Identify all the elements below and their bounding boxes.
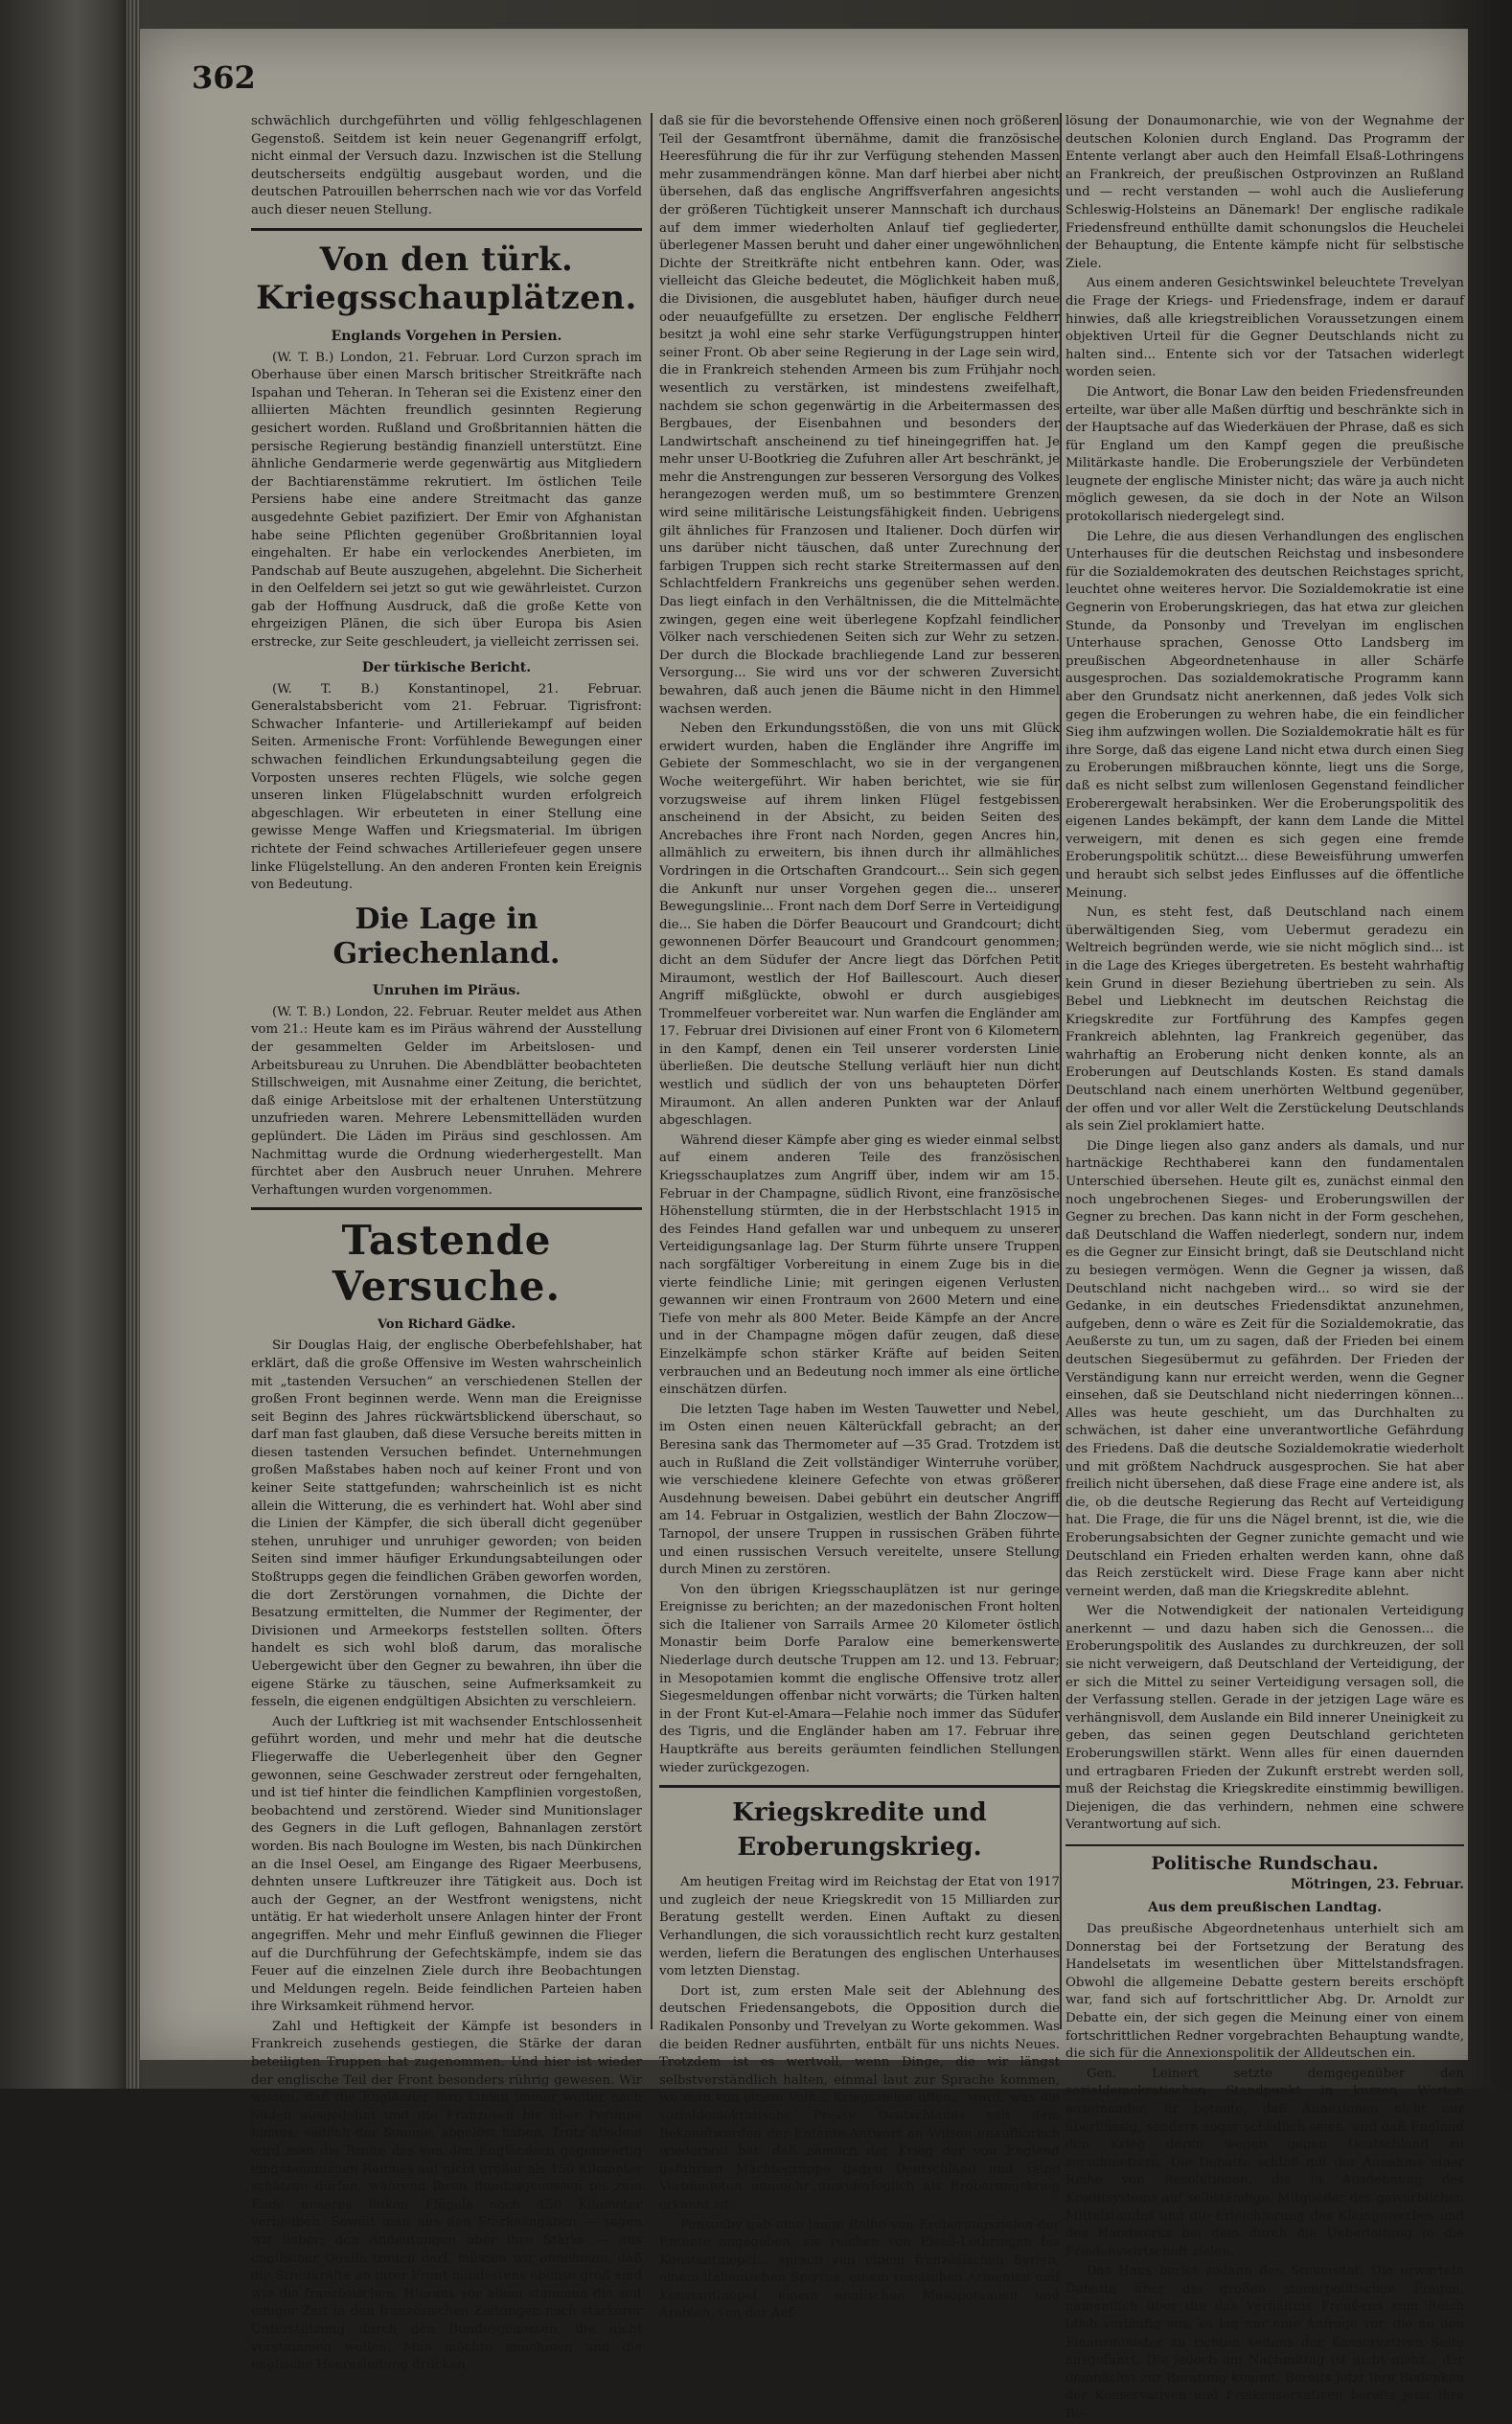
- column-rule: [1060, 113, 1062, 2029]
- column-rule: [651, 113, 653, 2029]
- paragraph: Am heutigen Freitag wird im Reichstag der Etat von 1917 und zugleich der neue Kriegskredit von 15 Milliarden zur Beratung gestellt werden. Einen Auftakt zu diesen Verhandlungen, die sich voraussichtlich recht kurz gestalten werden, liefern die Beratungen des englischen Unterhauses vom letzten Dienstag.: [659, 1875, 1060, 1979]
- paragraph: Die Antwort, die Bonar Law den beiden Friedensfreunden erteilte, war über alle Maßen dürftig und beschränkte sich in der Hauptsache auf das Wiederkäuen der Phrase, daß es sich für England um den Kampf gegen die preußische Militärkaste handle. Die Eroberungsziele der Verbündeten leugnete der englische Minister nicht; das wäre ja auch nicht möglich gewesen, da sie doch in der Note an Wilson protokollarisch niedergelegt sind.: [1065, 384, 1464, 525]
- paragraph: Wer die Notwendigkeit der nationalen Verteidigung anerkennt — und dazu haben sich die Genossen... die Eroberungspolitik des Auslandes zu durchkreuzen, der soll sie nicht verweigern, daß Deutschland der Verteidigung, der er sich die Mittel zu seiner Verteidigung versagen soll, die der Verfassung stellen. Gerade in der jetzigen Lage wäre es verhängnisvoll, dem Auslande ein Bild innerer Uneinigkeit zu geben, das seinen gegen Deutschland gerichteten Eroberungswillen stärkt. Wenn alles für einen dauernden und ertragbaren Frieden der Zukunft erstrebt werden soll, muß der Reichstag die Kriegskredite einstimmig bewilligen. Diejenigen, die das verhindern, nehmen eine schwere Verantwortung auf sich.: [1065, 1604, 1464, 1833]
- paragraph: Auch der Luftkrieg ist mit wachsender Entschlossenheit geführt worden, und mehr und mehr hat die deutsche Fliegerwaffe die Ueberlegenheit über den Gegner gewonnen, seine Geschwader zerstreut oder ferngehalten, und ist tief hinter die feindlichen Kampflinien vorgestoßen, beobachtend und zerstörend. Wieder sind Munitionslager des Gegners in die Luft geflogen, Bahnanlagen zerstört worden. Bis nach Boulogne im Westen, bis nach Dünkirchen an die Insel Oesel, am Eingange des Rigaer Meerbusens, dehnten unsere Luftkreuzer ihre Tätigkeit aus. Doch ist auch der Gegner, an der Westfront wenigstens, nicht untätig. Er hat wiederholt unsere Anlagen hinter der Front angegriffen. Mehr und mehr Einfluß gewinnen die Flieger auf die Durchführung der Gefechtskämpfe, indem sie das Feuer auf die einzelnen Ziele durch ihre Beobachtungen und Meldungen regeln. Beide feindlichen Parteien haben ihre Wirksamkeit rühmend hervor.: [251, 1714, 642, 2015]
- paragraph: (W. T. B.) Konstantinopel, 21. Februar. Generalstabsbericht vom 21. Februar. Tigrisfront: Schwacher Infanterie- und Artilleriekampf auf beiden Seiten. Armenische Front: Vorfühlende Bewegungen einer schwachen feindlichen Erkundungsabteilung gegen die Vorposten unseres rechten Flügels, wie solche gegen unseren linken Flügelabschnitt wurden erfolgreich abgeschlagen. Wir erbeuteten in einer Stellung eine gewisse Menge Waffen und Kriegsmaterial. Im übrigen richtete der Feind schwaches Artilleriefeuer gegen unsere linke Flügelstellung. An den anderen Fronten kein Ereignis von Bedeutung.: [251, 681, 642, 893]
- dateline: Mötringen, 23. Februar.: [1291, 1877, 1464, 1892]
- paragraph: Neben den Erkundungsstößen, die von uns mit Glück erwidert wurden, haben die Engländer ihre Angriffe im Gebiete der Sommeschlacht, wo sie in der vergangenen Woche weitergeführt. Wir haben berichtet, wie sie für vorzugsweise auf ihrem linken Flügel festgebissen anscheinend in der Absicht, zu beiden Seiten des Ancrebaches ihre Front nach Norden, gegen Ancres hin, allmählich zu erweitern, bis ihnen durch ihr allmähliches Vordringen in die Ortschaften Grandcourt... Sein sich gegen die Ankunft nur unser Vorgehen gegen die... unserer Bewegungslinie... Front nach dem Dorf Serre in Verteidigung die... Sie haben die Dörfer Beaucourt und Grandcourt; dicht gewonnenen Dörfer Beaucourt und Grandcourt genommen; dicht an dem Südufer der Ancre liegt das Dörfchen Petit Miraumont, westlich der Hof Baillescourt. Auch dieser Angriff mißglückte, obwohl er durch ausgiebiges Trommelfeuer vorbereitet war. Nun warfen die Engländer am 17. Februar drei Divisionen auf einer Front von 6 Kilometern in den Kampf, denen ein Teil unserer vordersten Linie überließen. Die deutsche Stellung verläuft hier nun dicht westlich und südlich der von uns behaupteten Dörfer Miraumont. An allen anderen Punkten war der Anlauf abgeschlagen.: [659, 721, 1060, 1129]
- paragraph: (W. T. B.) London, 21. Februar. Lord Curzon sprach im Oberhause über einen Marsch britischer Streitkräfte nach Ispahan und Teheran. In Teheran sei die Existenz einer den alliierten Mächten freundlich gesinnten Regierung gesichert worden. Rußland und Großbritannien hätten die persische Regierung beständig finanziell unterstützt. Eine ähnliche Gendarmerie werde gegenwärtig aus Mitgliedern der Bachtiarenstämme rekrutiert. Im östlichen Teile Persiens habe eine andere Streitmacht das ganze ausgedehnte Gebiet pazifiziert. Der Emir von Afghanistan habe seine Pflichten gegenüber Großbritannien loyal eingehalten. Er habe ein verlockendes Anerbieten, im Pandschab auf Beute auszugehen, abgelehnt. Die Sicherheit in den Oelfeldern sei jetzt so gut wie gewährleistet. Curzon gab der Hoffnung Ausdruck, daß die große Kette von ehrgeizigen Plänen, die sich über Europa bis Asien erstrecke, zur Seite geschleudert, ja vielleicht zerrissen sei.: [251, 350, 642, 651]
- paragraph: Von den übrigen Kriegsschauplätzen ist nur geringe Ereignisse zu berichten; an der mazedonischen Front holten sich die Italiener von Sarrails Armee 20 Kilometer östlich Monastir beim Dorfe Paralow eine bemerkenswerte Niederlage durch deutsche Truppen am 12. und 13. Februar; in Mesopotamien kommt die englische Offensive trotz aller Siegesmeldungen offenbar nicht vorwärts; die Türken halten in der Front Kut-el-Amara—Felahie noch immer das Südufer des Tigris, und die Engländer haben am 17. Februar ihre Hauptkräfte aus bereits geräumten feindlichen Stellungen wieder zurückgezogen.: [659, 1582, 1060, 1775]
- subheading-englands-vorgehen: Englands Vorgehen in Persien.: [331, 328, 562, 344]
- subheading-preussischer-landtag: Aus dem preußischen Landtag.: [1147, 1900, 1382, 1915]
- column-2: [659, 113, 1060, 2321]
- byline: Von Richard Gädke.: [378, 1317, 515, 1333]
- paragraph: Während dieser Kämpfe aber ging es wieder einmal selbst auf einem anderen Teile des französischen Kriegsschauplatzes zum Angriff über, indem wir am 15. Februar in der Champagne, südlich Rivont, eine französische Höhenstellung stürmten, die in der Herbstschlacht 1915 in des Feindes Hand gefallen war und unbequem zu unserer Verteidigungsanlage lag. Der Sturm führte unsere Truppen nach sorgfältiger Vorbereitung in einem Zuge bis in die vierte feindliche Linie; mit geringen eigenen Verlusten gewannen wir einen Frontraum von 2600 Metern und eine Tiefe von mehr als 800 Meter. Beide Kämpfe an der Ancre und in der Champagne mögen dafür zeugen, daß diese Einzelkämpfe schon stärker Kräfte auf beiden Seiten verbrauchen und an Bedeutung noch immer als eine örtliche einschätzen dürfen.: [659, 1132, 1060, 1398]
- subheading-tuerkischer-bericht: Der türkische Bericht.: [361, 659, 532, 675]
- heading-politische-rundschau: Politische Rundschau.: [1151, 1853, 1379, 1874]
- paragraph: Die Lehre, die aus diesen Verhandlungen des englischen Unterhauses für die deutschen Reichstag und insbesondere für die Sozialdemokraten des deutschen Reichstages spricht, leuchtet ohne weiteres hervor. Die Sozialdemokratie ist eine Gegnerin von Eroberungskriegen, das hat etwa zur gleichen Stunde, da Ponsonby und Trevelyan im englischen Unterhause sprachen, Genosse Otto Landsberg im preußischen Abgeordnetenhause in aller Schärfe ausgesprochen. Das sozialdemokratische Programm kann aber den Grundsatz nicht anerkennen, daß jedes Volk sich gegen die Eroberungen zu wehren habe, die ein feindlicher Sieg ihm aufzwingen wollen. Die Sozialdemokratie hält es für ihre Sorge, daß das eigene Land nicht etwa durch einen Sieg zu Eroberungen mißbrauchen könnte, liegt uns die Sorge, daß es nicht selbst zum willenlosen Gegenstand feindlicher Eroberergewalt herabsinken. Wer die Eroberungspolitik des eigenen Landes bekämpft, der kann dem Lande die Mittel verweigern, mit denen es sich gegen eine fremde Eroberungspolitik schützt... diese Beweisführung umwerfen und heraubt sich selbst jedes Einflusses auf die öffentliche Meinung.: [1065, 529, 1464, 901]
- paragraph: Aus einem anderen Gesichtswinkel beleuchtete Trevelyan die Frage der Kriegs- und Friedensfrage, indem er darauf hinwies, daß alle kriegstreiblichen Voraussetzungen einem objektiven Urteil für die Gegner Deutschlands nicht zu halten sind... Entente sich vor der Tatsachen widerlegt worden seien.: [1065, 276, 1464, 380]
- subheading-unruhen-piraeus: Unruhen im Piräus.: [372, 982, 521, 998]
- column-1: [251, 113, 642, 2373]
- paragraph: (W. T. B.) London, 22. Februar. Reuter meldet aus Athen vom 21.: Heute kam es im Piräus während der Ausstellung der gesammelten Gelder im Arbeitslosen- und Arbeitsbureau zu Unruhen. Die Abendblätter beobachteten Stillschweigen, mit Ausnahme einer Zeitung, die berichtet, daß einige Arbeitslose mit der erhaltenen Unterstützung unzufrieden waren. Mehrere Lebensmittelläden wurden geplündert. Die Läden im Piräus sind geschlossen. Am Nachmittag wurde die Ordnung wiederhergestellt. Man fürchtet aber den Ausbruch neuer Unruhen. Mehrere Verhaftungen wurden vorgenommen.: [251, 1004, 642, 1198]
- paragraph: Dort ist, zum ersten Male seit der Ablehnung des deutschen Friedensangebots, die Opposition durch die Radikalen Ponsonby und Trevelyan zu Worte gekommen. Was die beiden Redner ausführten, entbält für uns nichts Neues. Trotzdem ist es wertvoll, wenn Dinge, die wir längst selbstverständlich halten, einmal laut zur Sprache kommen, wo man von einem Volk... Kriegszielen offen... ward, was die sozialdemokratische Presse Deutschlands seit dem Bekanntwerden der Entente-Antwort an Wilson unaufhörlich wiederholt hat: daß nämlich der Krieg der von England geführten Mächtegruppe gegen Deutschland und seine Verbündeten nunmehr unwiderleglich als Eroberungskrieg erkannt ist.: [659, 1983, 1060, 2212]
- separator: [251, 228, 642, 231]
- paragraph: Nun, es steht fest, daß Deutschland nach einem überwältigenden Sieg, vom Uebermut geradezu ein Weltreich begründen werde, wie sie nicht möglich sind... ist in die Lage des Krieges übergetreten. Es besteht wahrhaftig kein Grund in dieser Beziehung übertrieben zu sein. Als Bebel und Liebknecht im deutschen Reichstag die Kriegskredite zur Fortführung des Kampfes gegen Frankreich ablehnten, lag Frankreich gegenüber, das wahrhaftig an Eroberung nicht denken konnte, als an Eroberungen auf Deutschlands Kosten. Es stand damals Deutschland nach einem unerhörten Weltbund gegenüber, der offen und vor aller Welt die Zerstückelung Deutschlands als sein Ziel proklamiert hatte.: [1065, 905, 1464, 1134]
- paragraph: Das preußische Abgeordnetenhaus unterhielt sich am Donnerstag bei der Fortsetzung der Beratung des Handelsetats im wesentlichen über Mittelstandsfragen. Obwohl die allgemeine Debatte gestern bereits erschöpft war, fand sich auf fortschrittlicher Abg. Dr. Arnoldt zur Debatte ein, der sich gegen die Meinung einer von einem fortschrittlichen Redner vorgebrachten Behauptung wandte, die sich für die Annexionspolitik der Alldeutschen ein.: [1065, 1922, 1464, 2062]
- separator: [251, 1207, 642, 1210]
- paragraph: Zahl und Heftigkeit der Kämpfe ist besonders in Frankreich zusehends gestiegen, die Stärke der daran beteiligten Truppen hat zugenommen. Und hier ist wieder der englische Teil der Front besonders rührig gewesen. Wir wissen, daß die Engländer ihre Linien immer weiter nach Süden ausgedehnt und die Franzosen bis über Peronne hinaus, südlich der Somme, abgelöst haben. Trotz alledem wird man die Breite des von den Engländern gegenwärtig eingenommenen Raumes auf nicht größer als 150 Kilometer schätzen dürfen, während ihren Bundesgenossen bis zum Ende unseres linken Flügels noch 450 Kilometer verbleiben. Soweit man aus den Stärkeangaben — sagen wir lieber: den Andeutungen über ihre Stärke — aus englischer Quelle trauen darf, müssen wir annehmen, daß die Streitkräfte an ihrer Front mindestens ebenso groß sind wie die französischen. Hieraus vor allem stammen die seit einiger Zeit in den französischen Zeitungen nach stärkerer Unterstützung durch den Bundesgenossen, die nicht verstummen wollen. Man möchte annehmen und die englische Heeresleitung drücken,: [251, 2019, 642, 2373]
- paragraph: Gen. Leinert setzte demgegenüber den sozialdemokratischen Standpunkt in kurzen Worten auseinander. Er betonte, daß Annexionen nicht nur überflüssig, sondern sogar schädlich seien, und daß England den Krieg deren wegen gegen Deutschland zu zerschmettern. Die Debatte schloß mit der Annahme einer Reihe von Resolutionen, die in Ausdehnung des Kreditsystems auf selbständige, Mitglieder des gewerblichen Mittelstandes und die Erleichterung des Kleingewerbes und des Handwerks bei dem durch die Ueberleitung in die Friedenswirtschaft zielen.: [1065, 2066, 1464, 2259]
- paragraph: Die Dinge liegen also ganz anders als damals, und nur hartnäckige Rechthaberei kann den fundamentalen Unterschied übersehen. Heute gilt es, zunächst einmal den noch ungebrochenen Sieges- und Eroberungswillen der Gegner zu brechen. Das kann nicht in der Form geschehen, daß Deutschland die Waffen niederlegt, sondern nur, indem es die Gegner zur Einsicht bringt, daß sie Deutschland nicht zu besiegen vermögen. Wenn die Gegner ja wissen, daß Deutschland nicht nachgeben wird... so wird sie der Gedanke, in ein deutsches Friedensdiktat anzunehmen, aufgeben, denn o wäre es Zeit für die Sozialdemokratie, das Aeußerste zu tun, um zu sagen, daß der Frieden bei einem deutschen Siegesübermut zu gefährden. Der Frieden der Verständigung kann nur erreicht werden, wenn die Gegner einsehen, daß sie Deutschland nicht niederringen können... Alles was heute geschieht, um das Durchhalten zu schwächen, ist daher eine unverantwortliche Gefährdung des Friedens. Daß die deutsche Sozialdemokratie wiederholt und mit größtem Nachdruck ausgesprochen. Sie hat aber freilich nicht übersehen, daß diese Frage eine andere ist, als die, ob die deutsche Regierung das Recht auf Verteidigung hat. Die Frage, die für uns die Nägel brennt, ist die, wie die Eroberungsabsichten der Gegner zunichte gemacht und wie Deutschland ein Frieden erhalten werden kann, ohne daß das Reich zerstückelt wird. Diese Frage kann aber nicht verneint werden, daß man die Kriegskredite ablehnt.: [1065, 1138, 1464, 1599]
- separator: [1065, 1844, 1464, 1846]
- paragraph: Ponsonby gab eine lange Reihe von Eroberungszielen der Entente angegeben, sie reichen von Elsaß-Lothringen bis Konstantinopel... sprach von einem französischen Syrien, einem italienischen Smyrna, einem russischen Armenien und Konstantinopel, einem englischen Mesopotamien und Arabien, von der Auf-: [659, 2217, 1060, 2321]
- page-number: 362: [192, 59, 256, 96]
- paragraph: lösung der Donaumonarchie, wie von der Wegnahme der deutschen Kolonien durch England. Das Programm der Entente verlangt aber auch den Heimfall Elsaß-Lothringens an Frankreich, der preußischen Ostprovinzen an Rußland und — recht verstanden — wohl auch die Auslieferung Schleswig-Holsteins an Dänemark! Der englische radikale Friedensfreund enthüllte damit schonungslos die Heuchelei der Behauptung, die Entente kämpfe nicht für selbstische Ziele.: [1065, 114, 1464, 271]
- heading-tuerkische-kriegsschauplaetze: Von den türk. Kriegsschauplätzen.: [256, 240, 637, 317]
- heading-tastende-versuche: Tastende Versuche.: [332, 1217, 561, 1311]
- paragraph: daß sie für die bevorstehende Offensive einen noch größeren Teil der Gesamtfront übernähme, damit die französische Heeresführung die für ihr zur Verfügung stehenden Massen mehr zusammendrängen könne. Man darf hierbei aber nicht übersehen, daß das englische Angriffsverfahren angesichts der größeren Tüchtigkeit unserer Mannschaft ich durchaus auf dem immer wiederholten Anlauf tief gegliederter, überlegener Massen beruht und daher einer ungewöhnlichen Dichte der Streitkräfte nicht entbehren kann. Oder, was vielleicht das Gleiche bedeutet, die Möglichkeit haben muß, die Divisionen, die ausgeblutet haben, häufiger durch neue oder neuaufgefüllte zu ersetzen. Der englische Feldherr besitzt ja wohl eine sehr starke Verfügungstruppen hinter seiner Front. Ob aber seine Regierung in der Lage sein wird, die in Frankreich stehenden Armeen bis zum Frühjahr noch wesentlich zu verstärken, ist mindestens zweifelhaft, nachdem sie schon gegenwärtig in die Arbeitermassen des Bergbaues, der Eisenbahnen und besonders der Landwirtschaft anscheinend zu tief hineingegriffen hat. Je mehr unser U-Bootkrieg die Zufuhren aller Art beschränkt, je mehr die Anstrengungen zur besseren Versorgung des Volkes herangezogen werden muß, um so bestimmtere Grenzen wird seine militärische Leistungsfähigkeit finden. Uebrigens gilt ähnliches für Franzosen und Italiener. Doch dürfen wir uns darüber nicht täuschen, daß unter Zurechnung der farbigen Truppen sich recht starke Streitermassen auf den Schlachtfeldern Frankreichs uns gegenüber sehen werden. Das liegt einfach in den Verhältnissen, die die Mittelmächte zwingen, gegen eine weit überlegene Kopfzahl feindlicher Völker nach verschiedenen Seiten sich zur Wehr zu setzen. Der durch die Blockade brachliegende Land zur besseren Versorgung... Sie wird uns vor der schweren Zuversicht bewahren, daß auch jenen die Bäume nicht in den Himmel wachsen werden.: [659, 114, 1060, 717]
- paragraph: Die letzten Tage haben im Westen Tauwetter und Nebel, im Osten einen neuen Kälterückfall gebracht; an der Beresina sank das Thermometer auf —35 Grad. Trotzdem ist auch in Rußland die Zeit vollständiger Winterruhe vorüber, wie verschiedene kleinere Gefechte von etwas größerer Ausdehnung beweisen. Dabei gebührt ein deutscher Angriff am 14. Februar in Ostgalizien, westlich der Bahn Zloczow—Tarnopol, der unsere Truppen in russischen Gräben führte und einen russischen Versuch vereitelte, unsere Stellung durch Minen zu zerstören.: [659, 1402, 1060, 1578]
- heading-lage-griechenland: Die Lage in Griechenland.: [332, 902, 561, 971]
- column-3: [1065, 113, 1464, 2422]
- paragraph: schwächlich durchgeführten und völlig fehlgeschlagenen Gegenstoß. Seitdem ist kein neuer Gegenangriff erfolgt, nicht einmal der Versuch dazu. Inzwischen ist die Stellung deutscherseits endgültig ausgebaut worden, und die deutschen Patrouillen beherrschen nach wie vor das Vorfeld auch dieser neuen Stellung.: [251, 114, 642, 217]
- heading-kriegskredite: Kriegskredite und Eroberungskrieg.: [732, 1798, 987, 1863]
- book-page-edges: [126, 0, 140, 2089]
- separator: [659, 1785, 1060, 1788]
- paragraph: Das Haus beriet sodann den Steueretat. Die erwartete Debatte über die großen steuerpolitischen Fragen, namentlich über die das Verhältnis Preußens zum Reich blieb vorläufig aus; es lag nur eine Anfrage vor, die an den Finanzminister zu richten seitens der Konservativen Seite ausgeführt. Die jedoch am Nachmittag ist nicht mehr... der demnächst zur Beratung kommt. Bereits jetzt ihre Bedenken der Konservativen und Freikonservativen bereits jetzt ihre Be-: [1065, 2264, 1464, 2422]
- paragraph: Sir Douglas Haig, der englische Oberbefehlshaber, hat erklärt, daß die große Offensive im Westen wahrscheinlich mit „tastenden Versuchen“ an verschiedenen Stellen der großen Front beginnen werde. Wenn man die Ereignisse seit Beginn des Jahres rückwärtsblickend überschaut, so darf man fast glauben, daß diese Versuche bereits mitten in diesen tastenden Versuchen befindet. Unternehmungen großen Maßstabes haben noch auf keiner Front und von keiner Seite stattgefunden; wahrscheinlich ist es nicht allein die Witterung, die es verhindert hat. Wohl aber sind die Linien der Kämpfer, die sich überall dicht gegenüber stehen, unruhiger und unruhiger geworden; von beiden Seiten sind immer häufiger Erkundungsabteilungen oder Stoßtrupps gegen die feindlichen Gräben geworfen worden, die dort Zerstörungen vornahmen, die Dichte der Besatzung ermittelten, die Nummer der Regimenter, der Divisionen und Armeekorps feststellen sollten. Öfters handelt es sich wohl bloß darum, das moralische Uebergewicht über den Gegner zu bewahren, ihn über die eigene Stärke zu täuschen, seine Aufmerksamkeit zu fesseln, die eigenen endgültigen Absichten zu verschleiern.: [251, 1338, 642, 1710]
